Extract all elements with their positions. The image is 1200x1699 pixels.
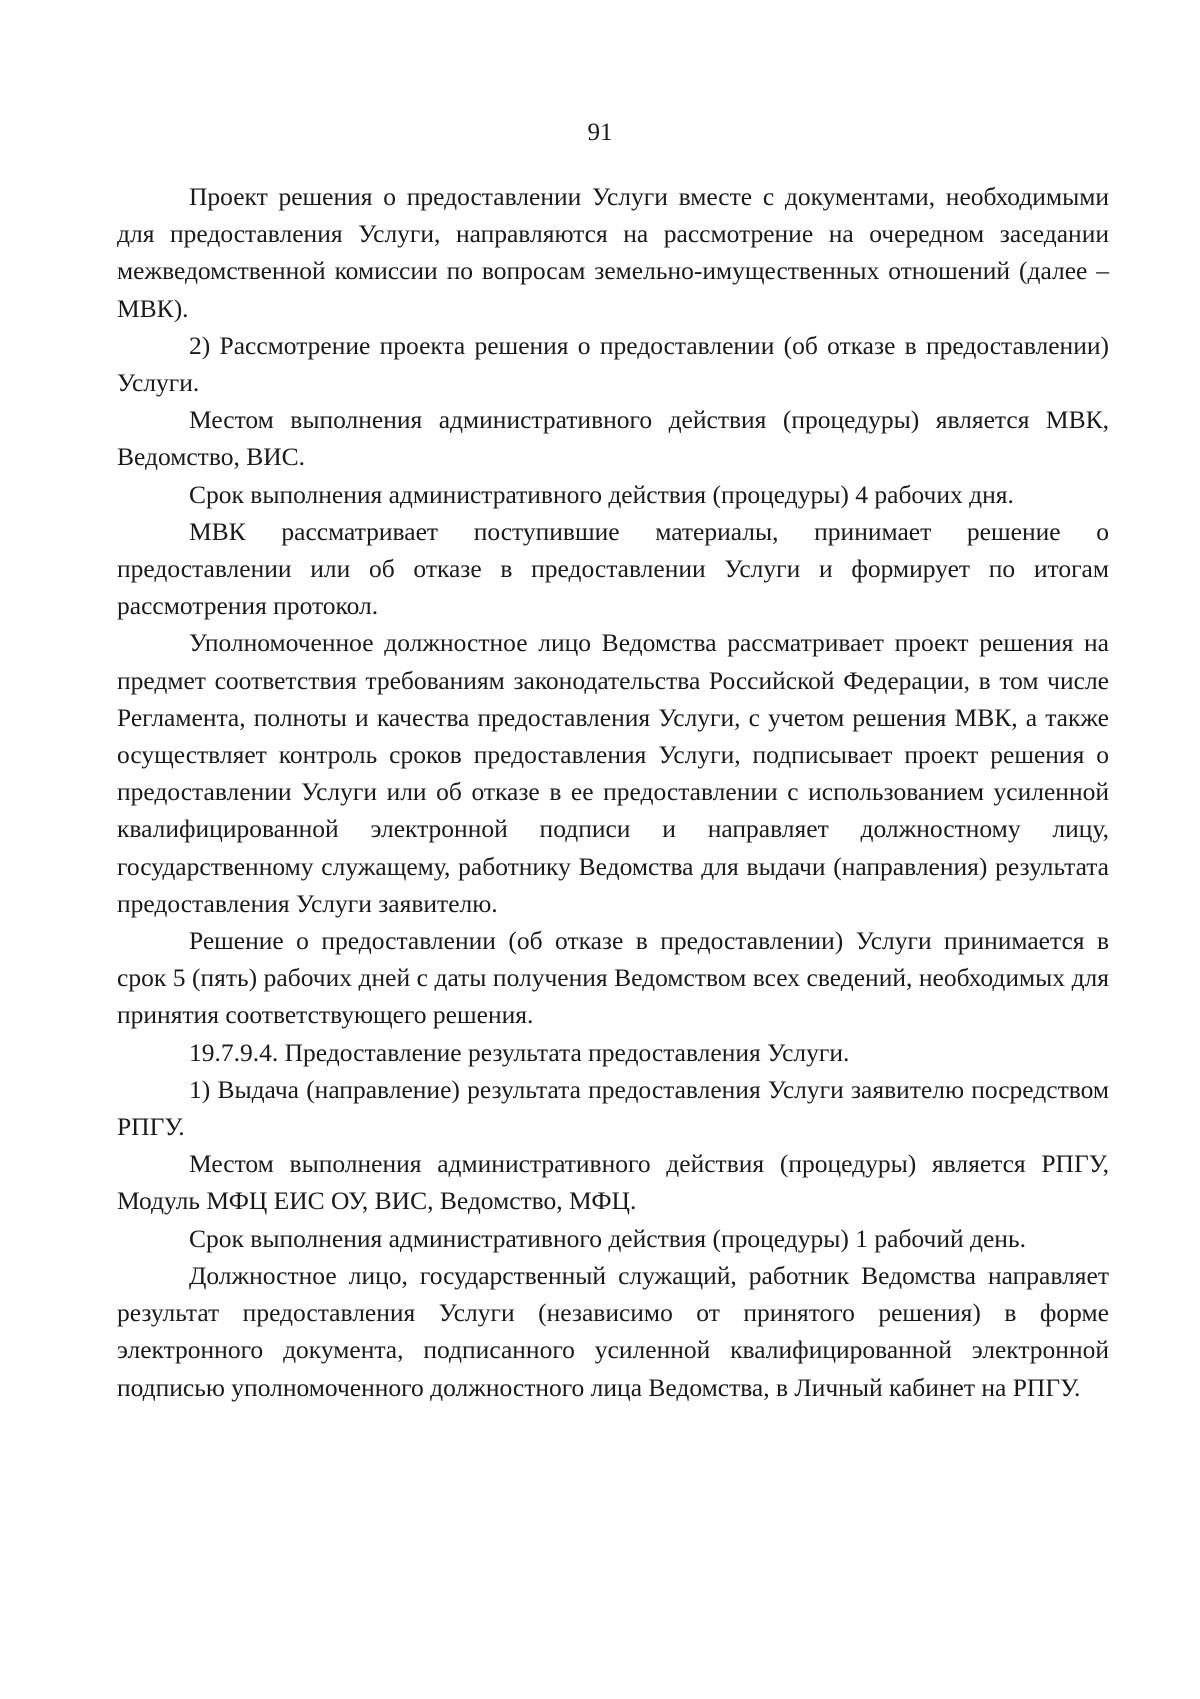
- paragraph-place-of-review: Местом выполнения административного действия (процедуры) является МВК, Ведомство, ВИС.: [117, 405, 1109, 472]
- paragraph-official-review: Уполномоченное должностное лицо Ведомства рассматривает проект решения на предмет соответствия требованиям законодательства Российской Федерации, в том числе Регламента, полноты и качества предоставления Услуги, с учетом решения МВК, а также осуществляет контроль сроков предоставления Услуги, подписывает проект решения о предоставлении Услуги или об отказе в ее предоставлении с использованием усиленной квалифицированной электронной подписи и направляет должностному лицу, государственному служащему, работнику Ведомства для выдачи (направления) результата предоставления Услуги заявителю.: [117, 628, 1109, 918]
- paragraph-review-step-2: 2) Рассмотрение проекта решения о предоставлении (об отказе в предоставлении) Услуги.: [117, 330, 1109, 398]
- paragraph-mvk-decision: МВК рассматривает поступившие материалы, принимает решение о предоставлении или об отказе в предоставлении Услуги и формирует по итогам рассмотрения протокол.: [117, 516, 1109, 621]
- section-heading-19-7-9-4: 19.7.9.4. Предоставление результата предоставления Услуги.: [189, 1037, 850, 1067]
- paragraph-issue-step-1: 1) Выдача (направление) результата предоставления Услуги заявителю посредством РПГУ.: [117, 1074, 1109, 1142]
- paragraph-result-delivery: Должностное лицо, государственный служащий, работник Ведомства направляет результат предоставления Услуги (независимо от принятого решения) в форме электронного документа, подписанного усиленной квалифицированной электронной подписью уполномоченного должностного лица Ведомства, в Личный кабинет на РПГУ.: [117, 1260, 1109, 1402]
- page-number: 91: [587, 119, 613, 146]
- paragraph-review-term: Срок выполнения административного действия (процедуры) 4 рабочих дня.: [189, 479, 1014, 509]
- paragraph-issue-term: Срок выполнения административного действия (процедуры) 1 рабочий день.: [189, 1223, 1026, 1253]
- paragraph-mvk-submission: Проект решения о предоставлении Услуги вместе с документами, необходимыми для предоставления Услуги, направляются на рассмотрение на очередном заседании межведомственной комиссии по вопросам земельно-имущественных отношений (далее – МВК).: [117, 182, 1109, 323]
- paragraph-decision-term: Решение о предоставлении (об отказе в предоставлении) Услуги принимается в срок 5 (пять) рабочих дней с даты получения Ведомством всех сведений, необходимых для принятия соответствующего решения.: [117, 926, 1109, 1030]
- paragraph-place-of-issue: Местом выполнения административного действия (процедуры) является РПГУ, Модуль МФЦ ЕИС ОУ, ВИС, Ведомство, МФЦ.: [117, 1149, 1109, 1216]
- document-body: [117, 178, 1109, 1406]
